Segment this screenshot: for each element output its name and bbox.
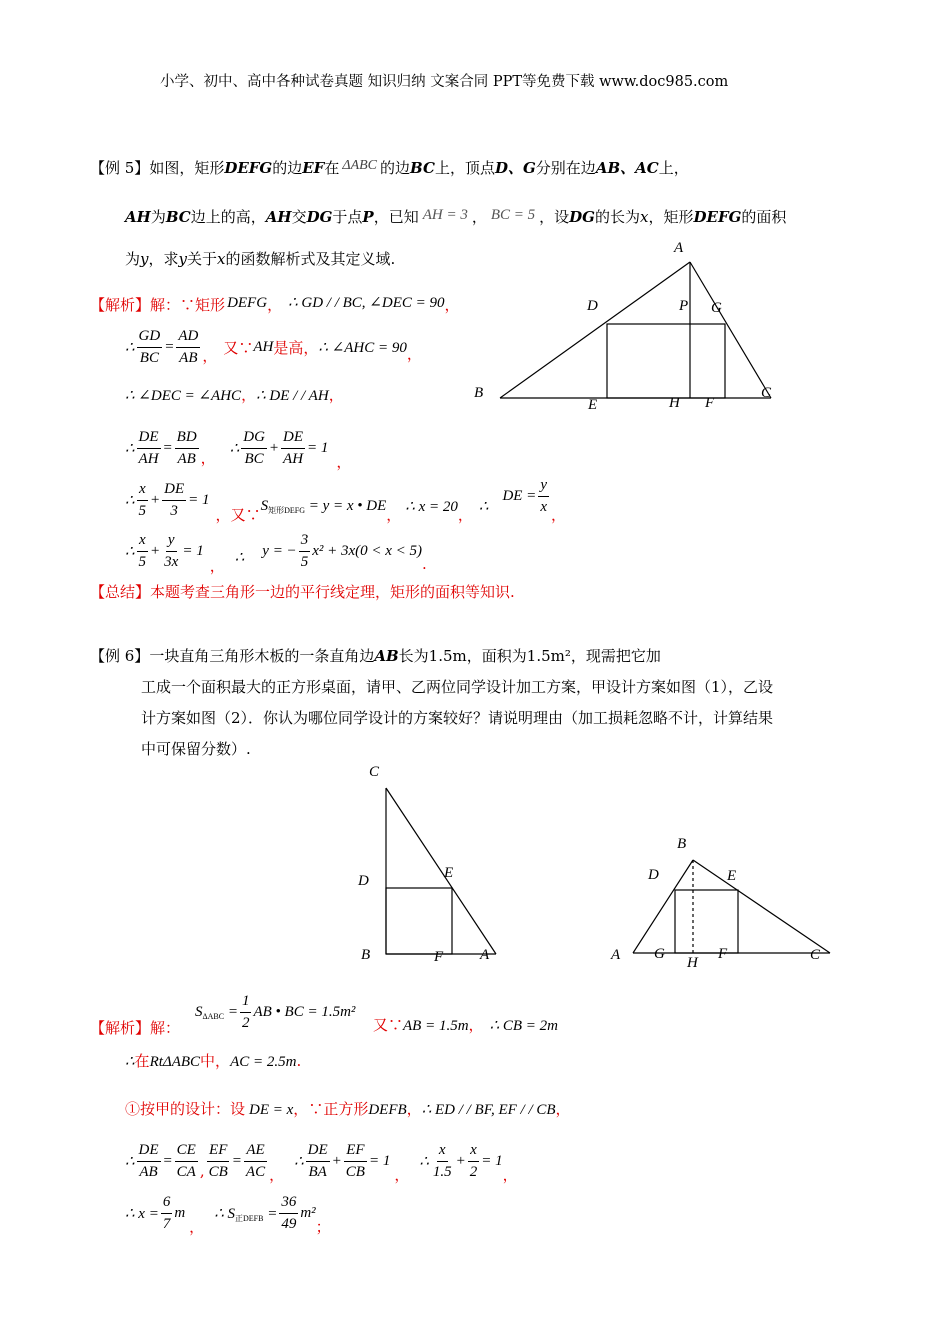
- num: x: [468, 1140, 479, 1162]
- text: 1.5m: [428, 647, 467, 665]
- text: 如图，矩形: [149, 159, 225, 177]
- ex5-solution-line-5: ∴ $\frac{x}{5}$ + $\frac{DE}{3}$ = 1 ， 又∵ $S_{矩形DEFG} = y = x$ • DE ， ∴ x = 20 ， ∴ DE = $\frac{y}{x}$ ，: [125, 477, 566, 524]
- math: AC = 2.5m: [230, 1054, 297, 1070]
- math: BC = 5: [490, 207, 536, 223]
- num: DE: [306, 1140, 330, 1162]
- text: 解：: [150, 296, 181, 314]
- math: S: [260, 497, 269, 514]
- fig1-label-c: C: [761, 385, 772, 401]
- text: ①按甲的设计：设: [125, 1100, 246, 1118]
- den: BC: [244, 451, 264, 467]
- text: AH: [125, 208, 151, 226]
- text: 的函数解析式及其定义域.: [225, 250, 396, 268]
- math: ∴ ∠AHC = 90: [318, 340, 407, 356]
- ex6-solution-line-5: ∴ x = $\frac{6}{7}$ m ， ∴ $S_{正DEFB}$ = $\frac{36}{49}$ m² ；: [125, 1194, 331, 1236]
- example-6-line-2: 工成一个面积最大的正方形桌面，请甲、乙两位同学设计加工方案，甲设计方案如图（1），乙设: [141, 678, 774, 696]
- text: ，面积为: [466, 647, 527, 665]
- ex5-solution-line-6: ∴ $\frac{x}{5}$ + $\frac{y}{3x}$ = 1 ， ∴ y = − $\frac{3}{5}$ x² + 3x(0 < x < 5) .: [125, 532, 427, 575]
- math: DE =: [502, 488, 537, 504]
- fig3-square-defg: [675, 890, 738, 953]
- text: ，已知: [373, 208, 419, 226]
- fig2-label-e: E: [444, 865, 454, 881]
- text: 交: [291, 208, 307, 226]
- text: 分别在边: [535, 159, 596, 177]
- text: 的边: [272, 159, 303, 177]
- den: BA: [308, 1164, 327, 1180]
- fraction: [137, 1140, 161, 1183]
- math: ∴ x =: [125, 1206, 159, 1222]
- num: y: [538, 475, 549, 497]
- math: ∴ S: [214, 1205, 235, 1222]
- text: DG: [306, 208, 333, 226]
- ex5-solution-line-3: ∴ ∠DEC = ∠AHC，∴ DE / / AH，: [125, 386, 344, 404]
- math: m: [174, 1205, 186, 1221]
- math: ∴: [125, 1054, 135, 1070]
- num: AE: [244, 1140, 266, 1162]
- fig3-line-bc: [693, 860, 830, 953]
- den: AH: [283, 451, 304, 467]
- text: 又∵: [223, 339, 254, 357]
- ex6-solution-line-1: [90, 1017, 180, 1038]
- num: DE: [281, 427, 305, 449]
- num: DG: [241, 427, 267, 449]
- num: y: [166, 530, 177, 552]
- fraction: [175, 1140, 198, 1183]
- math: ∴ DE / / AH: [256, 388, 329, 404]
- text: 的面积: [741, 208, 787, 226]
- num: DE: [137, 427, 161, 449]
- fig1-label-h: H: [669, 395, 680, 411]
- den: x: [540, 499, 547, 515]
- ex5-solution-line-1: 【解析】解：∵矩形 DEFG， ∴ GD / / BC, ∠DEC = 90，: [90, 295, 460, 314]
- text: 在: [134, 1052, 150, 1070]
- den: CB: [208, 1164, 228, 1180]
- math: DE = x: [249, 1102, 294, 1118]
- example-6-line-3: 计方案如图（2）．你认为哪位同学设计的方案较好？请说明理由（加工损耗忽略不计，计算结果: [141, 709, 774, 727]
- math: ∴ ED / / BF, EF / / CB: [421, 1102, 556, 1118]
- math: S: [195, 1004, 203, 1020]
- math: = y = x • DE: [308, 497, 387, 514]
- fig1-label-f: F: [705, 395, 715, 411]
- solution-tag: 【解析】: [90, 296, 151, 314]
- den: CA: [176, 1164, 196, 1180]
- text: P: [362, 208, 374, 226]
- text: 边上的高，: [190, 208, 266, 226]
- fraction: [468, 1140, 480, 1183]
- text: AB: [374, 647, 399, 665]
- text: BC: [165, 208, 191, 226]
- text: 又∵: [373, 1016, 404, 1034]
- num: 3: [299, 530, 311, 552]
- ex6-area-formula: [195, 991, 355, 1034]
- fig2-label-c: C: [369, 764, 380, 780]
- text: 的边: [380, 159, 411, 177]
- den: BC: [139, 350, 159, 366]
- example-6-tag: 【例 6】: [90, 647, 150, 665]
- fig1-label-e: E: [588, 397, 598, 413]
- sub: ΔABC: [202, 1012, 225, 1021]
- math: ∴ x = 20: [405, 499, 458, 515]
- text: 1.5m²: [526, 647, 571, 665]
- text: y: [140, 250, 149, 268]
- fig3-label-b: B: [677, 836, 687, 852]
- ex6-solution-line-1b: 又∵AB = 1.5m， ∴ CB = 2m: [373, 1016, 558, 1034]
- text: 上，: [658, 159, 689, 177]
- num: CE: [175, 1140, 198, 1162]
- text: 矩形: [195, 296, 226, 314]
- math: ∴ GD / / BC, ∠DEC = 90: [288, 295, 445, 311]
- den: 5: [138, 554, 147, 570]
- fig1-label-g: G: [711, 300, 722, 316]
- page-header: 小学、初中、高中各种试卷真题 知识归纳 文案合同 PPT等免费下载 www.doc985.com: [160, 74, 729, 90]
- math: = 1: [481, 1153, 503, 1169]
- den: AB: [179, 350, 198, 366]
- math: AB • BC = 1.5m²: [253, 1004, 356, 1020]
- math: = 1: [188, 492, 210, 508]
- math: = 1: [368, 1153, 391, 1169]
- ex5-solution-line-2: ∴ $\frac{GD}{BC}$ = $\frac{AD}{AB}$ ， 又∵ AH 是高 ， ∴ ∠AHC = 90 ，: [125, 326, 422, 369]
- text: ，设: [539, 208, 570, 226]
- den: AH: [138, 451, 159, 467]
- solution-tag: 【解析】: [90, 1019, 151, 1037]
- summary-tag: 【总结】: [90, 583, 151, 601]
- text: AH: [265, 208, 292, 226]
- den: 49: [281, 1216, 297, 1232]
- math: DEFB: [368, 1102, 407, 1118]
- math: m²: [300, 1205, 316, 1221]
- fig1-label-d: D: [587, 298, 598, 314]
- num: AD: [176, 326, 200, 348]
- text: D、G: [494, 159, 536, 177]
- fig2-label-b: B: [361, 947, 371, 963]
- math: ∴: [478, 499, 489, 515]
- ex5-solution-line-4: ∴ $\frac{DE}{AH}$ = $\frac{BD}{AB}$ ， ∴ $\frac{DG}{BC}$ + $\frac{DE}{AH}$ = 1 ，: [125, 429, 352, 471]
- fig2-label-d: D: [358, 873, 369, 889]
- text: 中: [200, 1052, 216, 1070]
- text: x: [640, 208, 649, 226]
- example-6-line-4: 中可保留分数）.: [141, 740, 251, 758]
- num: DE: [137, 1140, 161, 1162]
- text: ，现需把它加: [570, 647, 661, 665]
- fig1-label-b: B: [474, 385, 484, 401]
- fig3-label-d: D: [648, 867, 659, 883]
- text: 长为: [398, 647, 429, 665]
- text: 解：: [150, 1019, 181, 1037]
- num: DE: [162, 479, 186, 501]
- num: x: [437, 1140, 448, 1162]
- den: CB: [345, 1164, 365, 1180]
- math: x² + 3x(0 < x < 5): [312, 543, 423, 559]
- math: =: [267, 1205, 278, 1222]
- num: 6: [161, 1192, 173, 1214]
- fig1-label-p: P: [679, 298, 689, 314]
- fraction: [244, 1140, 267, 1183]
- den: AC: [245, 1164, 266, 1180]
- math: DEFG: [227, 295, 268, 311]
- den: AB: [139, 1164, 158, 1180]
- fig3-label-g: G: [654, 946, 665, 962]
- text: 关于: [187, 250, 218, 268]
- fraction: [431, 1140, 454, 1183]
- text: 在: [324, 159, 340, 177]
- fraction: [207, 1140, 230, 1183]
- math: ΔABC: [342, 158, 378, 173]
- num: BD: [175, 427, 199, 449]
- fraction: [161, 1192, 173, 1235]
- text: 为: [150, 208, 166, 226]
- text: BC: [410, 159, 435, 177]
- fraction: [344, 1140, 367, 1183]
- math: AH: [253, 339, 274, 355]
- fig3-label-a: A: [611, 947, 621, 963]
- fig3-label-c: C: [810, 947, 821, 963]
- text: EF: [302, 159, 325, 177]
- text: 为: [125, 250, 141, 268]
- den: 2: [241, 1015, 250, 1031]
- text: 是高: [273, 339, 304, 357]
- math: =: [227, 1004, 238, 1020]
- num: 36: [279, 1192, 298, 1214]
- num: x: [137, 530, 148, 552]
- text: 一块直角三角形木板的一条直角边: [149, 647, 375, 665]
- den: 5: [300, 554, 309, 570]
- den: 3x: [164, 554, 179, 570]
- num: EF: [344, 1140, 366, 1162]
- text: 正方形: [323, 1100, 369, 1118]
- num: GD: [137, 326, 163, 348]
- fig1-label-a: A: [674, 240, 684, 256]
- math: ∴ CB = 2m: [489, 1018, 558, 1034]
- den: 5: [138, 503, 147, 519]
- den: 7: [162, 1216, 171, 1232]
- fig2-label-a: A: [480, 947, 490, 963]
- text: x: [217, 250, 226, 268]
- num: x: [137, 479, 148, 501]
- num: EF: [207, 1140, 229, 1162]
- text: ，求: [148, 250, 179, 268]
- math: AB = 1.5m: [403, 1018, 469, 1034]
- fig3-label-f: F: [718, 946, 728, 962]
- den: AB: [177, 451, 196, 467]
- num: 1: [240, 991, 252, 1013]
- text: 于点: [332, 208, 363, 226]
- text: 的长为: [595, 208, 641, 226]
- math: AH = 3: [422, 207, 468, 223]
- summary-text: 本题考查三角形一边的平行线定理，矩形的面积等知识.: [150, 583, 515, 601]
- text: 又∵: [230, 506, 261, 524]
- den: 3: [170, 503, 178, 519]
- text: ，: [471, 208, 487, 226]
- den: 1.5: [432, 1164, 452, 1180]
- text: 上，顶点: [434, 159, 495, 177]
- fraction: [306, 1140, 330, 1183]
- text: y: [178, 250, 187, 268]
- text: ，矩形: [648, 208, 694, 226]
- ex6-solution-line-3: ①按甲的设计：设 DE = x，∵正方形DEFB，∴ ED / / BF, EF / / CB，: [125, 1100, 571, 1118]
- math: = 1: [307, 440, 329, 456]
- fig3-label-h: H: [687, 955, 698, 971]
- ex6-solution-line-4: ∴ $\frac{DE}{AB}$ = $\frac{CE}{CA}$ , $\frac{EF}{CB}$ = $\frac{AE}{AC}$ ， ∴ $\frac{DE}{BA}$ + $\frac{EF}{CB}$ = 1 ， ∴ $\frac{x}{1.5}$ + $\frac{x}{2}$ = 1 ，: [125, 1142, 518, 1184]
- fig3-line-ab: [633, 860, 693, 953]
- math: = 1: [182, 543, 204, 559]
- text: ∵: [180, 296, 196, 314]
- sub: 正DEFB: [234, 1213, 264, 1223]
- fig2-label-f: F: [434, 949, 444, 965]
- ex6-solution-line-2: ∴在RtΔABC中，AC = 2.5m.: [125, 1052, 302, 1070]
- text: DEFG: [224, 159, 273, 177]
- example-5-tag: 【例 5】: [90, 159, 150, 177]
- fraction: [240, 991, 252, 1034]
- text: AB、AC: [595, 159, 659, 177]
- den: 2: [469, 1164, 478, 1180]
- text: DEFG: [693, 208, 742, 226]
- fig3-label-e: E: [727, 868, 737, 884]
- sub: 矩形DEFG: [268, 505, 305, 515]
- math: RtΔABC: [149, 1054, 201, 1070]
- text: ∵: [308, 1100, 324, 1118]
- math: ∴ ∠DEC = ∠AHC: [125, 388, 242, 404]
- math: y = −: [262, 543, 297, 559]
- fraction: [279, 1192, 298, 1235]
- text: DG: [569, 208, 595, 226]
